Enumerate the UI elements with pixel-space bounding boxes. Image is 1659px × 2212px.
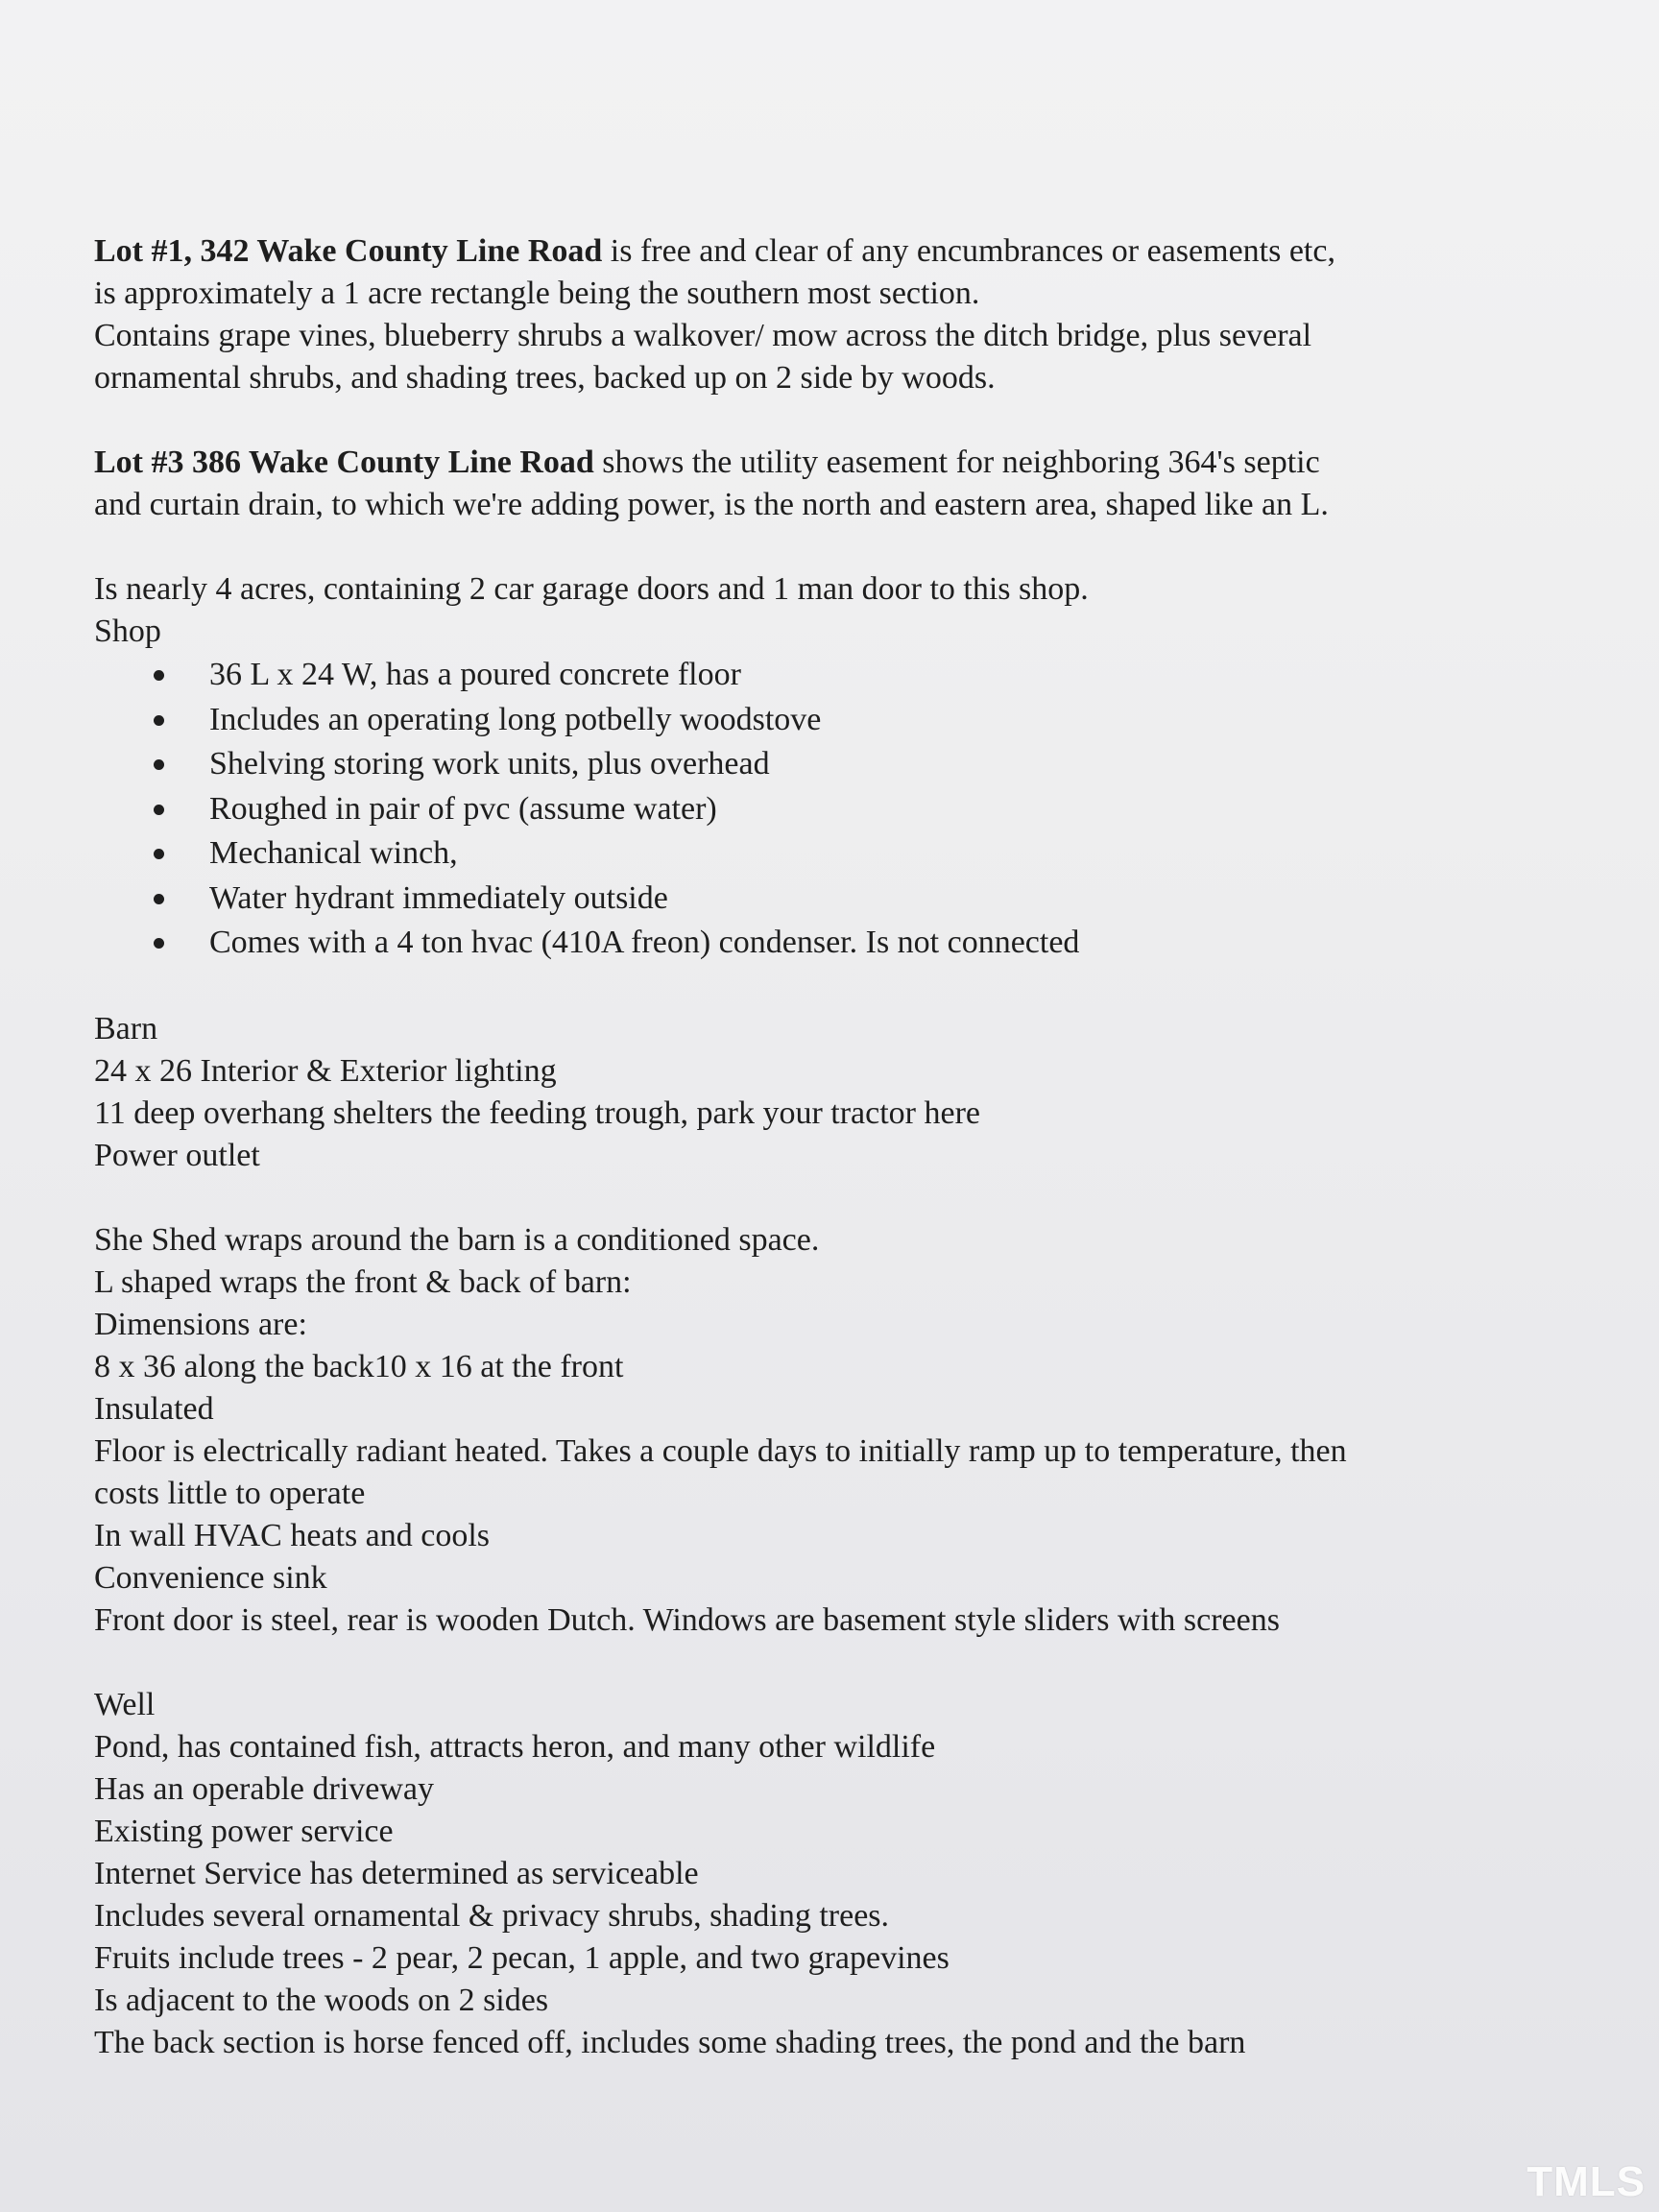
well-line: Internet Service has determined as serviceable	[94, 1855, 699, 1891]
spacer	[94, 966, 1534, 1008]
shop-bullet-item	[154, 787, 1534, 832]
barn-title: Barn	[94, 1010, 158, 1046]
well-line: Includes several ornamental & privacy shrubs, shading trees.	[94, 1897, 890, 1934]
she-shed-line: She Shed wraps around the barn is a conditioned space.	[94, 1221, 820, 1258]
barn-line: 24 x 26 Interior & Exterior lighting	[94, 1052, 557, 1089]
lot1-section	[94, 230, 1534, 399]
lot3-line-2: and curtain drain, to which we're adding power, is the north and eastern area, shaped like an L.	[94, 487, 1329, 522]
spacer	[94, 399, 1534, 442]
lot1-line-2: is approximately a 1 acre rectangle being the southern most section.	[94, 276, 980, 311]
well-line: Has an operable driveway	[94, 1770, 435, 1807]
document-body	[94, 230, 1534, 2064]
shop-bullet-text: Roughed in pair of pvc (assume water)	[209, 790, 717, 827]
shop-bullet-item	[154, 653, 1534, 698]
she-shed-line: 8 x 36 along the back10 x 16 at the front	[94, 1348, 624, 1384]
lot3-line-1	[94, 442, 1534, 484]
she-shed-line: Front door is steel, rear is wooden Dutch. Windows are basement style sliders with screens	[94, 1601, 1280, 1638]
bullet-icon	[154, 805, 164, 815]
shop-bullet-item	[154, 877, 1534, 922]
shop-bullet-text: Shelving storing work units, plus overhead	[209, 746, 770, 781]
lot3-line-1-text: shows the utility easement for neighboring 364's septic	[593, 445, 1320, 480]
bullet-icon	[154, 759, 164, 770]
lot3-section	[94, 442, 1534, 526]
she-shed-line: Dimensions are:	[94, 1306, 307, 1342]
shop-bullet-item	[154, 698, 1534, 743]
well-section	[94, 1684, 1534, 2064]
lot3-heading: Lot #3 386 Wake County Line Road	[94, 445, 594, 480]
shop-bullet-list	[94, 653, 1534, 966]
she-shed-section	[94, 1219, 1534, 1642]
shop-section	[94, 568, 1534, 966]
spacer	[94, 1177, 1534, 1219]
shop-bullet-text: 36 L x 24 W, has a poured concrete floor	[209, 657, 741, 692]
spacer	[94, 526, 1534, 568]
lot1-line-3: Contains grape vines, blueberry shrubs a walkover/ mow across the ditch bridge, plus several	[94, 318, 1312, 353]
shop-bullet-text: Mechanical winch,	[209, 835, 458, 871]
lot1-line-4: ornamental shrubs, and shading trees, backed up on 2 side by woods.	[94, 360, 996, 396]
shop-title: Shop	[94, 613, 161, 649]
she-shed-line: Convenience sink	[94, 1559, 327, 1596]
shop-bullet-text: Comes with a 4 ton hvac (410A freon) condenser. Is not connected	[209, 925, 1080, 960]
lot1-line-1	[94, 230, 1534, 273]
barn-line: 11 deep overhang shelters the feeding trough, park your tractor here	[94, 1094, 980, 1131]
well-line: Fruits include trees - 2 pear, 2 pecan, 1 apple, and two grapevines	[94, 1939, 950, 1976]
bullet-icon	[154, 894, 164, 904]
shop-bullet-item	[154, 921, 1534, 966]
shop-bullet-text: Water hydrant immediately outside	[209, 879, 668, 916]
bullet-icon	[154, 715, 164, 726]
barn-section	[94, 1008, 1534, 1177]
barn-line: Power outlet	[94, 1137, 260, 1173]
bullet-icon	[154, 670, 164, 681]
well-line: Existing power service	[94, 1813, 394, 1849]
well-line: The back section is horse fenced off, includes some shading trees, the pond and the barn	[94, 2024, 1246, 2060]
bullet-icon	[154, 938, 164, 949]
lot1-line-1-text: is free and clear of any encumbrances or easements etc,	[602, 233, 1335, 269]
well-line: Well	[94, 1686, 156, 1722]
she-shed-line: Floor is electrically radiant heated. Takes a couple days to initially ramp up to temperature, then	[94, 1432, 1347, 1469]
she-shed-line: In wall HVAC heats and cools	[94, 1517, 491, 1553]
spacer	[94, 1642, 1534, 1684]
tmls-watermark: TMLS	[1527, 2158, 1646, 2205]
acres-line: Is nearly 4 acres, containing 2 car garage doors and 1 man door to this shop.	[94, 571, 1089, 607]
shop-bullet-item	[154, 831, 1534, 877]
she-shed-line: costs little to operate	[94, 1475, 366, 1511]
bullet-icon	[154, 849, 164, 859]
well-line: Is adjacent to the woods on 2 sides	[94, 1982, 549, 2018]
lot1-heading: Lot #1, 342 Wake County Line Road	[94, 233, 603, 269]
shop-bullet-text: Includes an operating long potbelly woodstove	[209, 701, 822, 737]
shop-bullet-item	[154, 742, 1534, 787]
she-shed-line: Insulated	[94, 1390, 214, 1427]
she-shed-line: L shaped wraps the front & back of barn:	[94, 1263, 632, 1300]
well-line: Pond, has contained fish, attracts heron, and many other wildlife	[94, 1728, 936, 1765]
